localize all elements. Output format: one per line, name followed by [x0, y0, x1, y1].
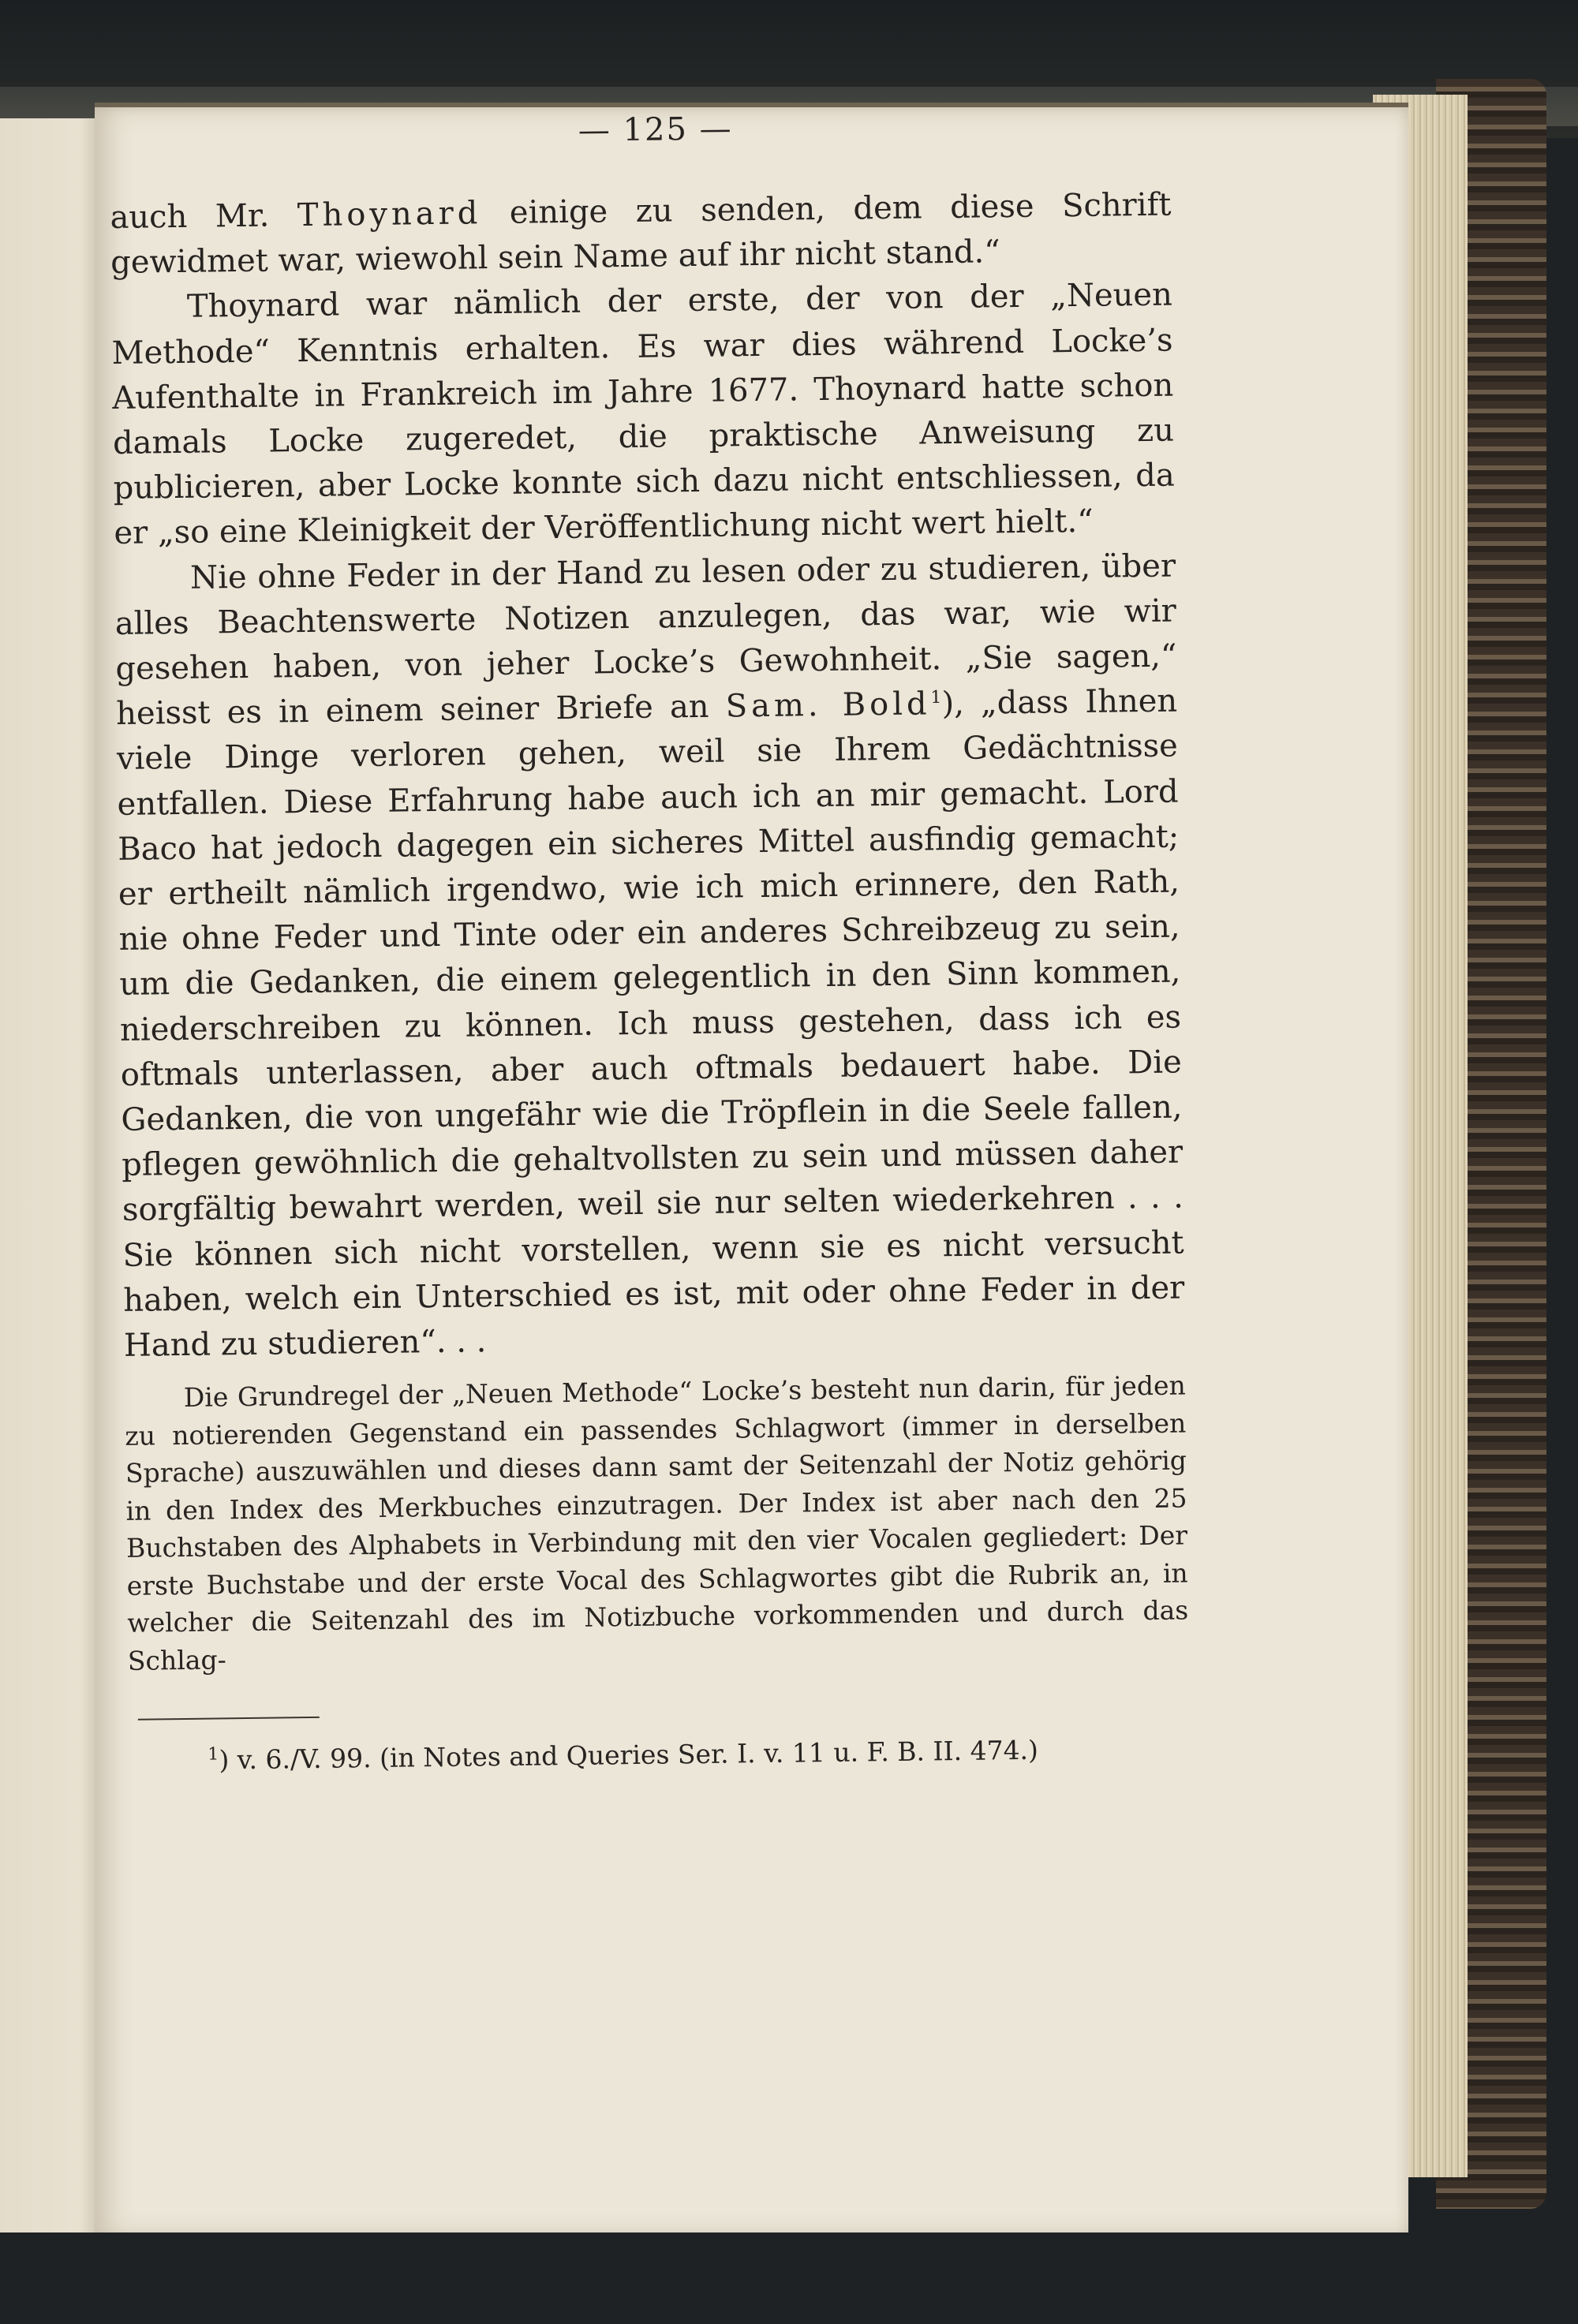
name-sam-bold: Sam. Bold — [725, 686, 931, 725]
page-content — [109, 106, 1191, 1780]
paragraph-3: Nie ohne Feder in der Hand zu lesen oder zu studieren, über alles Beachtenswerte Notizen anzulegen, das war, wie wir gesehen haben, von jeher Locke’s Gewohnheit. „Sie sagen,“ heisst es in einem seiner Briefe an Sam. Bold$^1$), „dass Ihnen viele Dinge verloren gehen, weil sie Ihrem Gedächtnisse entfallen. Diese Erfahrung habe auch ich an mir gemacht. Lord Baco hat jedoch dagegen ein sicheres Mittel ausfindig gemacht; er ertheilt nämlich irgendwo, wie ich mich erinnere, den Rath, nie ohne Feder und Tinte oder ein anderes Schreibzeug zu sein, um die Gedanken, die einem gelegentlich in den Sinn kommen, niederschreiben zu können. Ich muss gestehen, dass ich es oftmals unterlassen, aber auch oftmals bedauert habe. Die Gedanken, die von ungefähr wie die Tröpflein in die Seele fallen, pflegen gewöhnlich die gehaltvollsten zu sein und müssen daher sorgfältig bewahrt werden, weil sie nur selten wiederkehren . . . Sie können sich nicht vorstellen, wenn sie es nicht versucht haben, welch ein Unterschied es ist, mit oder ohne Feder in der Hand zu studieren“. . . — [114, 547, 1185, 1364]
paragraph-1: auch Mr. Thoynard einige zu senden, dem diese Schrift gewidmet war, wiewohl sein Name auf ihr nicht stand.“ — [110, 186, 1172, 282]
footnote-marker: 1 — [208, 1744, 219, 1765]
footnote-divider — [138, 1717, 320, 1721]
footnote-reference: 1 — [930, 688, 942, 708]
paragraph-2: Thoynard war nämlich der erste, der von der „Neuen Methode“ Kenntnis erhalten. Es war dies während Locke’s Aufenthalte in Frankreich im Jahre 1677. Thoynard hatte schon damals Locke zugeredet, die praktische Anweisung zu publicieren, aber Locke konnte sich dazu nicht entschliessen, da er „so eine Kleinigkeit der Veröffentlichung nicht wert hielt.“ — [111, 276, 1175, 552]
name-thoynard: Thoynard — [297, 195, 482, 234]
paragraph-small-print: Die Grundregel der „Neuen Methode“ Locke’s besteht nun darin, für jeden zu notierenden Gegenstand ein passendes Schlagwort (immer in derselben Sprache) auszuwählen und dieses dann samt der Seitenzahl der Notiz gehörig in den Index des Merkbuches einzutragen. Der Index ist aber nach den 25 Buchstaben des Alphabets in Verbindung mit den vier Vocalen gegliedert: Der erste Buchstabe und der erste Vocal des Schlagwortes gibt die Rubrik an, in welcher die Seitenzahl des im Notizbuche vorkommenden und durch das Schlag- — [125, 1369, 1189, 1676]
footnote-text: ) v. 6./V. 99. (in Notes and Queries Ser. I. v. 11 u. F. B. II. 474.) — [219, 1735, 1039, 1776]
page-number: — 125 — — [578, 110, 733, 149]
book-cover-bottom — [0, 2232, 1578, 2324]
